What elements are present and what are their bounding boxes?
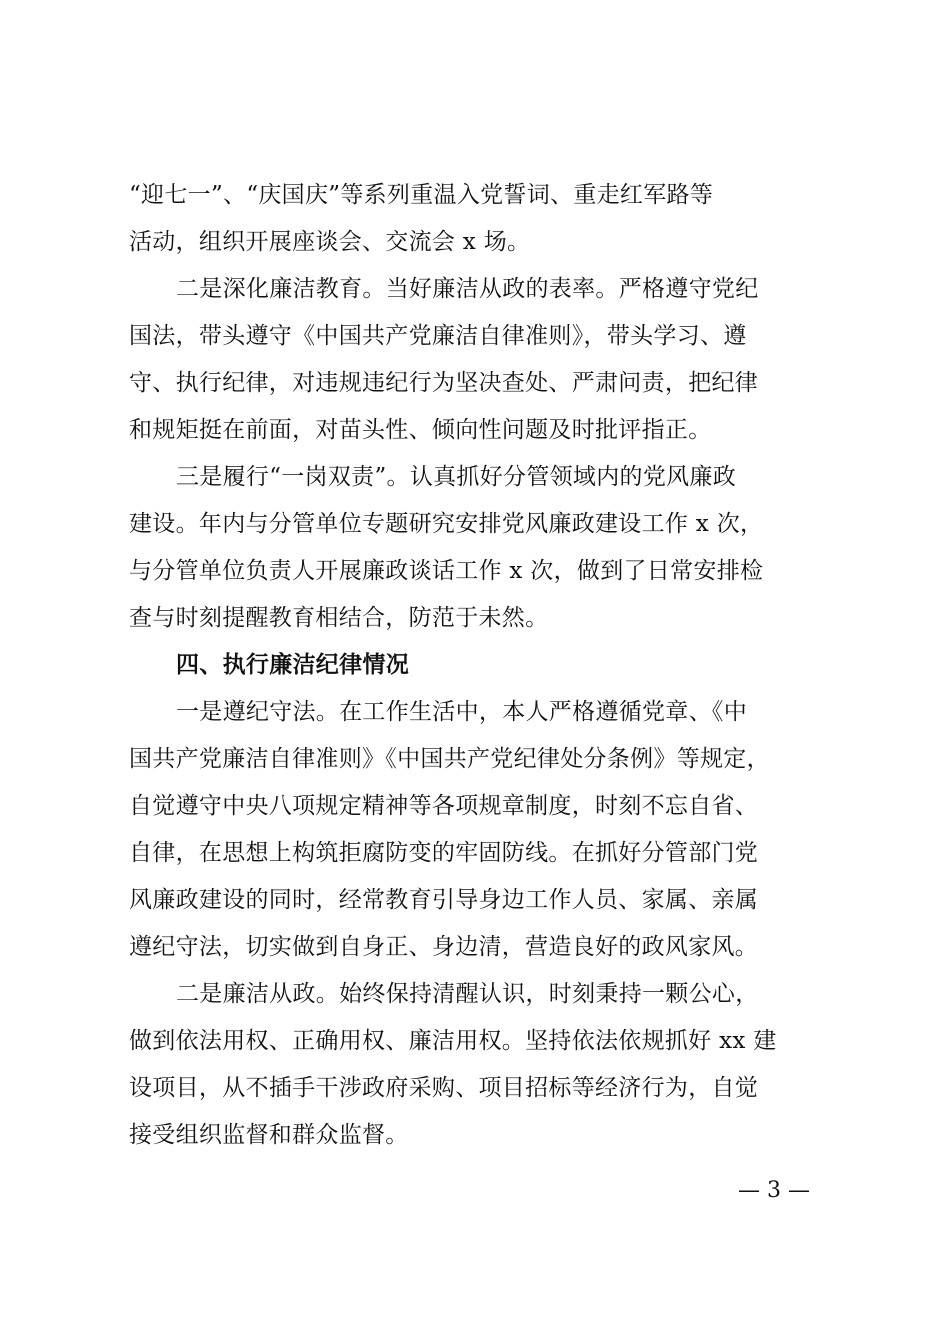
paragraph-start: 二是深化廉洁教育。当好廉洁从政的表率。严格遵守党纪 bbox=[176, 276, 759, 302]
text-line: 建设。年内与分管单位专题研究安排党风廉政建设工作 x 次， bbox=[129, 511, 764, 537]
text-line: 遵纪守法，切实做到自身正、身边清，营造良好的政风家风。 bbox=[129, 934, 759, 960]
text-line: 风廉政建设的同时，经常教育引导身边工作人员、家属、亲属 bbox=[129, 887, 759, 913]
text-line: 活动，组织开展座谈会、交流会 x 场。 bbox=[129, 229, 531, 255]
text-line: 国共产党廉洁自律准则》《中国共产党纪律处分条例》等规定， bbox=[129, 746, 770, 772]
text-line: 守、执行纪律，对违规违纪行为坚决查处、严肃问责，把纪律 bbox=[129, 370, 759, 396]
text-line: 设项目，从不插手干涉政府采购、项目招标等经济行为，自觉 bbox=[129, 1075, 759, 1101]
paragraph-start: 三是履行“一岗双责”。认真抓好分管领域内的党风廉政 bbox=[176, 464, 737, 490]
text-line: 国法，带头遵守《中国共产党廉洁自律准则》，带头学习、遵 bbox=[129, 323, 747, 349]
text-line: 查与时刻提醒教育相结合，防范于未然。 bbox=[129, 605, 549, 631]
document-body bbox=[129, 172, 815, 1159]
text-line: 和规矩挺在前面，对苗头性、倾向性问题及时批评指正。 bbox=[129, 417, 712, 443]
text-line: 自律，在思想上构筑拒腐防变的牢固防线。在抓好分管部门党 bbox=[129, 840, 759, 866]
section-heading: 四、执行廉洁纪律情况 bbox=[176, 652, 409, 678]
text-line: 接受组织监督和群众监督。 bbox=[129, 1122, 409, 1148]
text-line: “迎七一”、“庆国庆”等系列重温入党誓词、重走红军路等 bbox=[129, 182, 714, 208]
page-number: — 3 — bbox=[738, 1178, 810, 1203]
paragraph-start: 一是遵纪守法。在工作生活中，本人严格遵循党章、《中 bbox=[176, 699, 747, 725]
text-line: 自觉遵守中央八项规定精神等各项规章制度，时刻不忘自省、 bbox=[129, 793, 759, 819]
text-line: 与分管单位负责人开展廉政谈话工作 x 次，做到了日常安排检 bbox=[129, 558, 764, 584]
paragraph-start: 二是廉洁从政。始终保持清醒认识，时刻秉持一颗公心， bbox=[176, 981, 759, 1007]
text-line: 做到依法用权、正确用权、廉洁用权。坚持依法依规抓好 xx 建 bbox=[129, 1028, 777, 1054]
